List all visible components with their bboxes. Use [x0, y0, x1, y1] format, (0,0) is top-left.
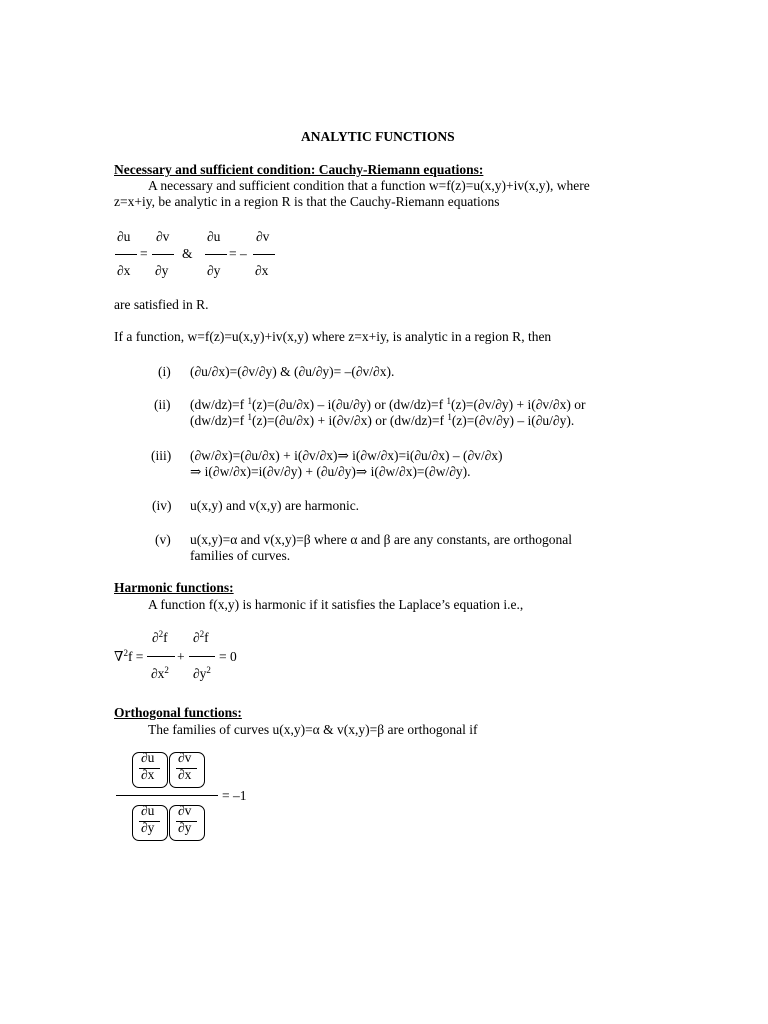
item-ii-l1sup2: 1 — [446, 396, 451, 406]
cr-amp: & — [182, 246, 193, 261]
cr-eq-sign-2: = – — [229, 246, 247, 261]
cr-intro-line-1: A necessary and sufficient condition that a function w=f(z)=u(x,y)+iv(x,y), where — [148, 178, 590, 193]
ortho-num-dx-2: ∂x — [178, 767, 192, 782]
laplace-den-2 — [193, 666, 211, 682]
cr-den-dy-2: ∂y — [207, 263, 221, 278]
cr-num-du-2: ∂u — [207, 229, 221, 244]
ortho-den-dy-1: ∂y — [141, 820, 155, 835]
cr-num-dv-2: ∂v — [256, 229, 270, 244]
item-ii-l1c: (z)=(∂v/∂y) + i(∂v/∂x) or — [450, 397, 586, 412]
item-ii-line-2 — [190, 413, 574, 429]
cr-frac-line-4 — [253, 254, 275, 255]
laplace-den-2-sup: 2 — [206, 665, 211, 675]
laplace-num-1-f: f — [163, 630, 168, 645]
laplace-rhs: = 0 — [219, 649, 237, 664]
cr-num-du-1: ∂u — [117, 229, 131, 244]
nabla-symbol: ∇ — [114, 649, 124, 664]
item-v-label: (v) — [155, 532, 171, 547]
cr-if-line: If a function, w=f(z)=u(x,y)+iv(x,y) where z=x+iy, is analytic in a region R, then — [114, 329, 552, 344]
laplace-num-1-d: ∂ — [152, 630, 159, 645]
laplace-num-1-sup: 2 — [158, 629, 164, 639]
ortho-den-dv: ∂v — [178, 803, 192, 818]
cr-satisfied-text: are satisfied in R. — [114, 297, 209, 312]
laplace-den-2-dy: ∂y — [193, 666, 207, 681]
item-ii-l2sup2: 1 — [447, 412, 452, 422]
laplace-den-1 — [151, 666, 169, 682]
cr-frac-line-3 — [205, 254, 227, 255]
item-ii-label: (ii) — [154, 397, 171, 412]
laplace-lhs — [114, 649, 143, 665]
harmonic-heading: Harmonic functions: — [114, 580, 234, 595]
laplace-num-2-d: ∂ — [193, 630, 200, 645]
item-ii-l2sup: 1 — [247, 412, 252, 422]
ortho-den-dy-2: ∂y — [178, 820, 192, 835]
item-iii-label: (iii) — [151, 448, 172, 463]
laplace-frac-line-2 — [189, 656, 215, 657]
item-ii-l1sup: 1 — [247, 396, 252, 406]
cr-frac-line-2 — [152, 254, 174, 255]
laplace-f-eq: f = — [127, 649, 144, 664]
item-ii-l2a: (dw/dz)=f — [190, 413, 248, 428]
item-ii-l1a: (dw/dz)=f — [190, 397, 248, 412]
item-v-line-1: u(x,y)=α and v(x,y)=β where α and β are any constants, are orthogonal — [190, 532, 572, 547]
cr-num-dv-1: ∂v — [156, 229, 170, 244]
cr-den-dy-1: ∂y — [155, 263, 169, 278]
laplace-num-1 — [152, 630, 168, 646]
item-ii-l1b: (z)=(∂u/∂x) – i(∂u/∂y) or (dw/dz)=f — [251, 397, 447, 412]
orthogonal-heading: Orthogonal functions: — [114, 705, 242, 720]
cr-intro-line-2: z=x+iy, be analytic in a region R is that the Cauchy-Riemann equations — [114, 194, 500, 209]
item-v-line-2: families of curves. — [190, 548, 291, 563]
ortho-num-dv: ∂v — [178, 750, 192, 765]
ortho-den-du: ∂u — [141, 803, 155, 818]
cr-den-dx-2: ∂x — [255, 263, 269, 278]
laplace-den-1-sup: 2 — [164, 665, 169, 675]
item-i-line-1: (∂u/∂x)=(∂v/∂y) & (∂u/∂y)= –(∂v/∂x). — [190, 364, 395, 379]
ortho-num-dx-1: ∂x — [141, 767, 155, 782]
item-iv-label: (iv) — [152, 498, 172, 513]
ortho-num-du: ∂u — [141, 750, 155, 765]
item-iii-line-2: ⇒ i(∂w/∂x)=i(∂v/∂y) + (∂u/∂y)⇒ i(∂w/∂x)=(∂w/∂y). — [190, 464, 471, 479]
item-iv-line-1: u(x,y) and v(x,y) are harmonic. — [190, 498, 360, 513]
item-ii-l2c: (z)=(∂v/∂y) – i(∂u/∂y). — [451, 413, 575, 428]
laplace-num-2 — [193, 630, 209, 646]
laplace-num-2-sup: 2 — [199, 629, 205, 639]
item-i-label: (i) — [158, 364, 171, 379]
orthogonal-text: The families of curves u(x,y)=α & v(x,y)=β are orthogonal if — [148, 722, 478, 737]
cr-frac-line-1 — [115, 254, 137, 255]
page-title: ANALYTIC FUNCTIONS — [301, 129, 455, 144]
laplace-plus: + — [177, 649, 185, 664]
nabla-sup: 2 — [123, 648, 128, 658]
ortho-main-frac-line — [116, 795, 218, 796]
cr-den-dx-1: ∂x — [117, 263, 131, 278]
item-ii-line-1 — [190, 397, 585, 413]
laplace-den-1-dx: ∂x — [151, 666, 165, 681]
laplace-num-2-f: f — [204, 630, 209, 645]
item-iii-line-1: (∂w/∂x)=(∂u/∂x) + i(∂v/∂x)⇒ i(∂w/∂x)=i(∂u/∂x) – (∂v/∂x) — [190, 448, 503, 463]
laplace-frac-line-1 — [147, 656, 175, 657]
cr-eq-sign-1: = — [140, 246, 148, 261]
cr-heading: Necessary and sufficient condition: Cauchy-Riemann equations: — [114, 162, 484, 177]
ortho-rhs: = –1 — [222, 788, 247, 803]
item-ii-l2b: (z)=(∂u/∂x) + i(∂v/∂x) or (dw/dz)=f — [251, 413, 448, 428]
harmonic-text: A function f(x,y) is harmonic if it satisfies the Laplace’s equation i.e., — [148, 597, 524, 612]
